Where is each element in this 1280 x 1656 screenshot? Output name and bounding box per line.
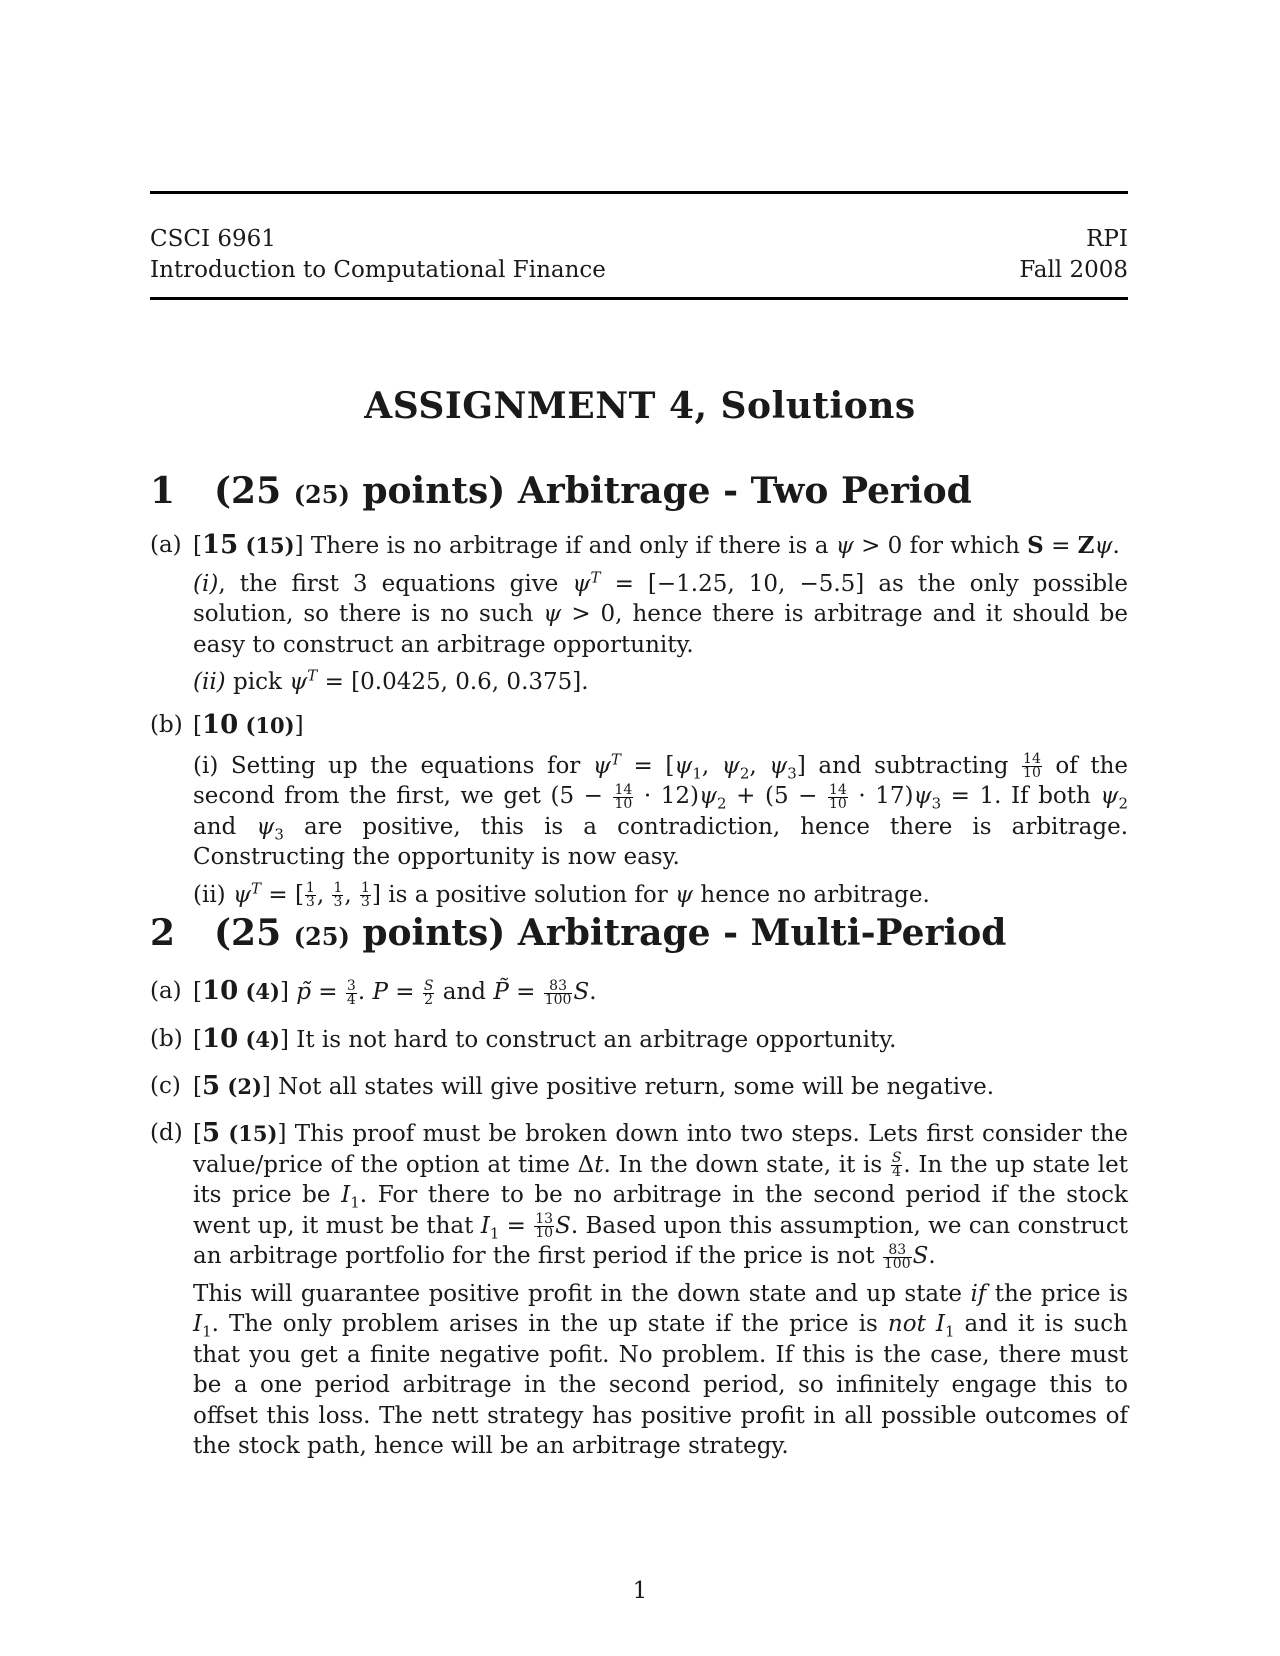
section-2-part-a: (a) [10 (4)] p̃ = $\frac{3}{4}$ . P = $\frac{S}{2}$ and P̃ = $\frac{83}{100}$ S. bbox=[150, 976, 597, 1008]
course-name: Introduction to Computational Finance bbox=[150, 257, 606, 283]
section-1-part-b: (b) [10 (10)] (i) Setting up the equations for $\psi^T = [\psi_1$, $\psi_2$, $\psi_3$] and subtracting $\frac{14}{10}$ of the second from the first, we get (5 − $\frac{14}{10}$ · $12)\psi_2 + (5$ − $\frac{14}{10}$ · $17)\psi_3 = 1$. If both $\psi_2$ and $\psi_3$ are positive, this is a contradiction, hence there is arbitrage. Constructing the opportunity is now easy. (ii) $\psi^T$ = [ $\frac{1}{3}$ , $\frac{1}{3}$ , $\frac{1}{3}$ ] is a positive solution for ψ hence no arbitrage. bbox=[150, 710, 1129, 910]
section-2-heading: 2 (25 (25) points) Arbitrage - Multi-Period bbox=[150, 912, 1007, 954]
item-label: (d) bbox=[150, 1120, 183, 1146]
section-2-part-c: (c) [5 (2)] Not all states will give positive return, some will be negative. bbox=[150, 1071, 995, 1101]
section-number: 2 bbox=[150, 912, 176, 954]
section-2-part-d: (d) [5 (15)] This proof must be broken down into two steps. Lets first consider the value/price of the option at time Δt. In the down state, it is $\frac{S}{4}$ . In the up state let its price be $I_1$. For there to be no arbitrage in the second period if the stock went up, it must be that $I_1$ = $\frac{13}{10}$ S. Based upon this assumption, we can construct an arbitrage portfolio for the first period if the price is not $\frac{83}{100}$ S. This will guarantee positive profit in the down state and up state if the price is $I_1$. The only problem arises in the up state if the price is not $I_1$ and it is such that you get a finite negative pofit. No problem. If this is the case, there must be a one period arbitrage in the second period, so infinitely engage this to offset this loss. The nett strategy has positive profit in all possible outcomes of the stock path, hence will be an arbitrage strategy. bbox=[150, 1118, 1129, 1459]
item-label: (b) bbox=[150, 712, 183, 738]
section-2-part-b: (b) [10 (4)] It is not hard to construct an arbitrage opportunity. bbox=[150, 1024, 897, 1054]
course-code: CSCI 6961 bbox=[150, 226, 276, 252]
top-rule bbox=[150, 191, 1128, 194]
section-1-part-a: (a) [15 (15)] There is no arbitrage if and only if there is a ψ > 0 for which S = Zψ. (i), the first 3 equations give $\psi^T = [-1.25$, 10, −5.5] as the only possible solution, so there is no such ψ > 0, hence there is arbitrage and it should be easy to construct an arbitrage opportunity. (ii) pick $\psi^T = [0.0425$, 0.6, 0.375]. bbox=[150, 530, 1129, 695]
school-name: RPI bbox=[1086, 226, 1128, 252]
page-title: ASSIGNMENT 4, Solutions bbox=[364, 385, 916, 427]
header-right bbox=[1019, 224, 1128, 286]
bottom-rule bbox=[150, 297, 1128, 300]
header-left bbox=[150, 224, 606, 286]
term: Fall 2008 bbox=[1019, 257, 1128, 283]
section-number: 1 bbox=[150, 470, 176, 512]
page-number: 1 bbox=[632, 1578, 648, 1604]
section-1-heading: 1 (25 (25) points) Arbitrage - Two Period bbox=[150, 470, 972, 512]
item-label: (a) bbox=[150, 978, 182, 1004]
item-label: (b) bbox=[150, 1026, 183, 1052]
item-label: (a) bbox=[150, 532, 182, 558]
item-label: (c) bbox=[150, 1073, 181, 1099]
